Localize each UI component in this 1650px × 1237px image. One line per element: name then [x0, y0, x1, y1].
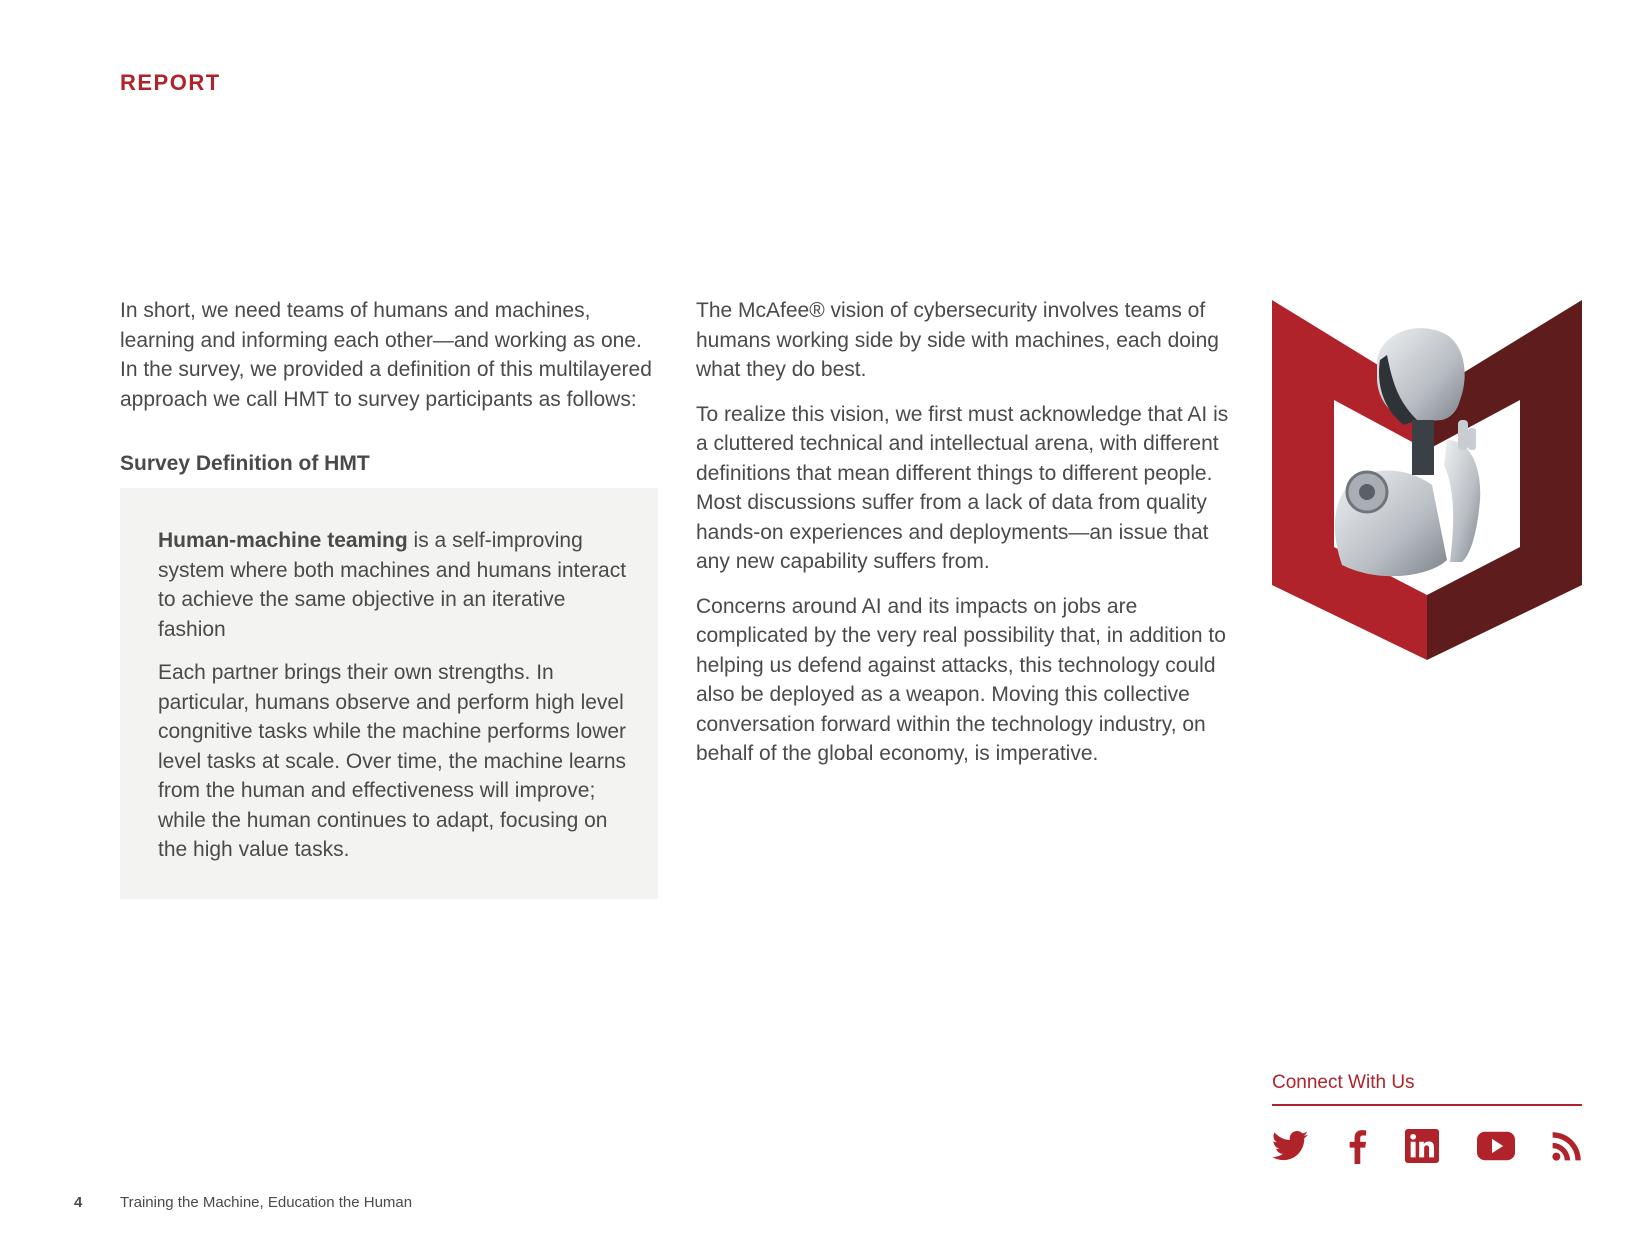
linkedin-icon[interactable] — [1405, 1129, 1439, 1163]
definition-box — [120, 488, 658, 899]
connect-label: Connect With Us — [1272, 1072, 1582, 1106]
left-column — [120, 296, 660, 899]
definition-detail: Each partner brings their own strengths. In particular, humans observe and perform high level congnitive tasks while the machine performs lower level tasks at scale. Over time, the machine learns from the human and effectiveness will improve; while the human continues to adapt, focusing on the high value tasks. — [158, 661, 627, 861]
social-icons — [1272, 1126, 1582, 1166]
rss-icon[interactable] — [1552, 1131, 1582, 1161]
definition-paragraph — [158, 526, 628, 644]
vision-paragraph: The McAfee® vision of cybersecurity involves teams of humans working side by side with machines, each doing what they do best. — [696, 299, 1219, 381]
mcafee-robot-image — [1272, 300, 1582, 660]
concerns-paragraph: Concerns around AI and its impacts on jobs are complicated by the very real possibility that, in addition to helping us defend against attacks, this technology could also be deployed as a weapon. Moving this collective conversation forward within the technology industry, on behalf of the global economy, is imperative. — [696, 594, 1226, 765]
youtube-icon[interactable] — [1477, 1131, 1515, 1161]
document-title: Training the Machine, Education the Human — [120, 1194, 413, 1211]
intro-paragraph: In short, we need teams of humans and machines, learning and informing each other—and working as one. In the survey, we provided a definition of this multilayered approach we call HMT to survey participants as follows: — [120, 299, 652, 411]
twitter-icon[interactable] — [1272, 1130, 1308, 1162]
page-number: 4 — [74, 1194, 83, 1211]
connect-section — [1272, 1072, 1582, 1166]
report-label: REPORT — [120, 70, 221, 95]
mcafee-shield-robot-illustration — [1272, 300, 1582, 660]
realize-paragraph: To realize this vision, we first must acknowledge that AI is a cluttered technical and intellectual arena, with different definitions that mean different things to different people. Most discussions suffer from a lack of data from quality hands-on experiences and deployments—an issue that any new capability suffers from. — [696, 402, 1229, 573]
definition-term: Human-machine teaming — [158, 529, 408, 552]
facebook-icon[interactable] — [1346, 1128, 1368, 1164]
survey-definition-heading: Survey Definition of HMT — [120, 452, 370, 475]
middle-column — [696, 296, 1241, 784]
definition-text: is a self-improving system where both machines and humans interact to achieve the same objective in an iterative fashion — [158, 529, 627, 641]
